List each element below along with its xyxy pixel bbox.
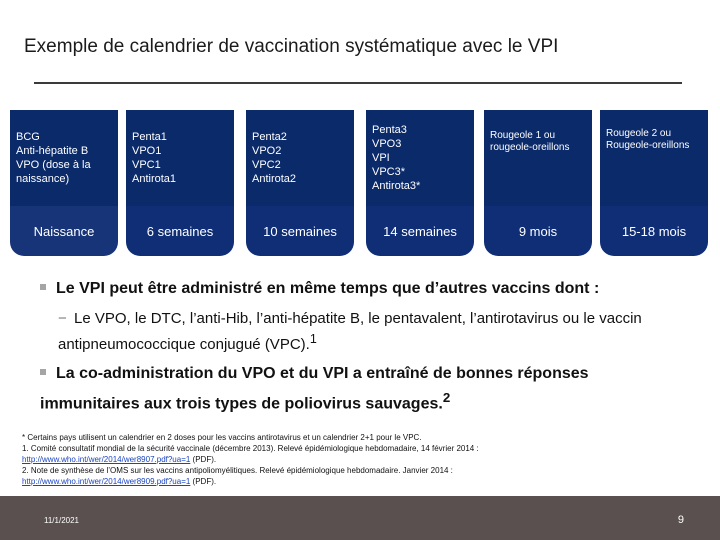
schedule-column-9-months (484, 110, 592, 256)
schedule-column-15-18-months (600, 110, 708, 256)
vaccine-item: Penta3 (372, 124, 407, 136)
vaccine-item: VPO (dose à la (16, 159, 91, 171)
schedule-column-10-weeks (246, 110, 354, 256)
footnote-1-tail: (PDF). (190, 455, 217, 464)
vaccine-item: VPO2 (252, 145, 282, 157)
vaccination-schedule (10, 110, 710, 256)
age-label: 15-18 mois (600, 206, 708, 256)
footnote-1-text: 1. Comité consultatif mondial de la sécurité vaccinale (décembre 2013). Relevé épidémiologique hebdomadaire, 14 février 2014 : (22, 444, 479, 453)
dash-marker: − (58, 310, 67, 327)
age-label: 14 semaines (366, 206, 474, 256)
slide-title: Exemple de calendrier de vaccination systématique avec le VPI (24, 36, 559, 57)
vaccine-item: VPI (372, 152, 390, 164)
footnote-2 (22, 465, 702, 476)
sub-bullet (58, 308, 698, 355)
vaccine-item: VPC2 (252, 159, 281, 171)
vaccine-item: Antirota3* (372, 180, 421, 192)
vaccine-item: rougeole-oreillons (490, 142, 570, 153)
bullet-2 (40, 362, 690, 416)
footnote-2-link[interactable]: http://www.who.int/wer/2014/wer8909.pdf?ua=1 (22, 477, 191, 486)
age-label: 6 semaines (126, 206, 234, 256)
footnote-1-source (22, 454, 702, 465)
vaccine-item: Rougeole-oreillons (606, 140, 690, 151)
schedule-column-birth (10, 110, 118, 256)
sub-bullet-text: Le VPO, le DTC, l’anti-Hib, l’anti-hépatite B, le pentavalent, l’antirotavirus ou le vaccin antipneumococcique conjugué (VPC). (58, 310, 642, 353)
schedule-column-6-weeks (126, 110, 234, 256)
footnote-ref: 2 (442, 390, 451, 405)
bullet-1-text: Le VPI peut être administré en même temps que d’autres vaccins dont : (56, 280, 600, 297)
vaccine-item: naissance) (16, 173, 70, 185)
vaccine-list (484, 110, 592, 206)
vaccine-item: Rougeole 1 ou (490, 130, 556, 141)
footnote-2-text: 2. Note de synthèse de l’OMS sur les vaccins antipoliomyélitiques. Relevé épidémiologique hebdomadaire. Janvier 2014 : (22, 466, 453, 475)
vaccine-item: Antirota1 (132, 173, 177, 185)
vaccine-item: VPC3* (372, 166, 406, 178)
vaccine-item: VPC1 (132, 159, 161, 171)
page-number: 9 (677, 514, 684, 526)
footnote-asterisk: * Certains pays utilisent un calendrier en 2 doses pour les vaccins antirotavirus et un calendrier 2+1 pour le VPC. (22, 433, 422, 442)
bullet-marker (40, 369, 46, 375)
title-divider (34, 82, 682, 84)
footnote-1 (22, 443, 702, 454)
vaccine-list (10, 110, 118, 206)
vaccine-item: Rougeole 2 ou (606, 128, 672, 139)
vaccine-item: Anti-hépatite B (16, 145, 89, 157)
bullet-1 (40, 280, 599, 298)
schedule-column-14-weeks (366, 110, 474, 256)
vaccine-item: Penta2 (252, 131, 287, 143)
vaccine-item: VPO3 (372, 138, 402, 150)
vaccine-list (366, 110, 474, 206)
age-label: 10 semaines (246, 206, 354, 256)
vaccine-list (600, 110, 708, 206)
vaccine-item: BCG (16, 131, 40, 143)
age-label: Naissance (10, 206, 118, 256)
footnotes (22, 432, 702, 487)
vaccine-list (246, 110, 354, 206)
age-label: 9 mois (484, 206, 592, 256)
slide-footer (0, 496, 720, 540)
footnote-1-link[interactable]: http://www.who.int/wer/2014/wer8907.pdf?ua=1 (22, 455, 191, 464)
bullet-2-text: La co-administration du VPO et du VPI a entraîné de bonnes réponses immunitaires aux trois types de poliovirus sauvages. (40, 365, 589, 413)
footnote-2-source (22, 476, 702, 487)
vaccine-item: Antirota2 (252, 173, 297, 185)
footer-date: 11/1/2021 (44, 516, 79, 525)
vaccine-list (126, 110, 234, 206)
footnote-ref: 1 (309, 332, 317, 346)
vaccine-item: VPO1 (132, 145, 162, 157)
bullet-marker (40, 284, 46, 290)
vaccine-item: Penta1 (132, 131, 167, 143)
footnote-2-tail: (PDF). (190, 477, 217, 486)
